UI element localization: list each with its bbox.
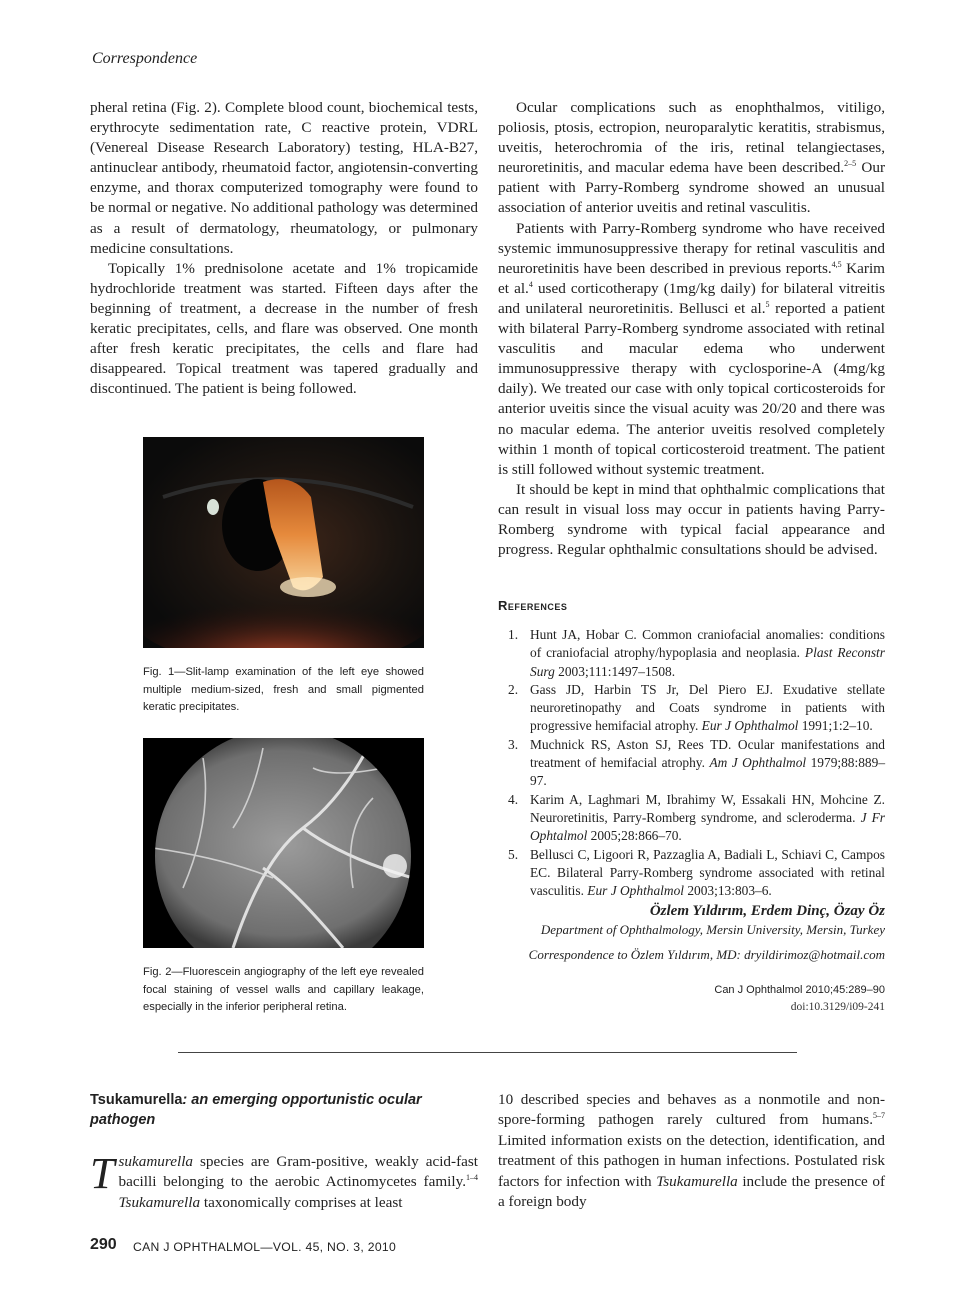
figure-1-caption: Fig. 1—Slit-lamp examination of the left eye showed multiple medium-sized, fresh and small pigmented keratic precipitates. — [143, 666, 424, 713]
figure-2-angiography-image — [143, 738, 424, 948]
correspondence-line: Correspondence to Özlem Yıldırım, MD: dryildirimoz@hotmail.com — [528, 947, 885, 962]
left-paragraph-1: pheral retina (Fig. 2). Complete blood count, biochemical tests, erythrocyte sedimentation rate, C reactive protein, VDRL (Venereal Disease Research Laboratory) testing, HLA-B27, antinuclear antibody, rheumatoid factor, angiotensin-converting enzyme, and thorax computerized tomography were found to be normal or negative. No additional pathology was determined as a result of dermatology, rheumatology, or pulmonary medicine consultations. — [90, 99, 478, 257]
right-column — [498, 98, 885, 560]
reference-list — [508, 626, 885, 900]
author-names: Özlem Yıldırım, Erdem Dinç, Özay Öz — [649, 903, 885, 919]
page-number: 290 — [90, 1236, 117, 1253]
left-paragraph-2: Topically 1% prednisolone acetate and 1% tropicamide hydrochloride treatment was started. Fifteen days after the beginning of treatment, a decrease in the number of fresh keratic precipitates, cells, and flare was observed. One month after fresh keratic precipitates, the cells and flare had disappeared. Topical treatment was tapered gradually and discontinued. The patient is being followed. — [90, 259, 478, 398]
doi: doi:10.3129/i09-241 — [790, 1001, 885, 1013]
journal-footer: CAN J OPHTHALMOL—VOL. 45, NO. 3, 2010 — [133, 1240, 397, 1254]
right-paragraph-3: It should be kept in mind that ophthalmic complications that can result in visual loss may occur in patients having Parry-Romberg syndrome with typical facial appearance and progress. Regular ophthalmic consultations should be advised. — [498, 480, 885, 559]
reference-item: 3. Muchnick RS, Aston SJ, Rees TD. Ocular manifestations and treatment of hemifacial atrophy. Am J Ophthalmol 1979;88:889–97. — [508, 736, 886, 789]
left-column — [90, 98, 478, 399]
author-department: Department of Ophthalmology, Mersin University, Mersin, Turkey — [540, 922, 885, 937]
next-article-right-text: 10 described species and behaves as a nonmotile and non-spore-forming pathogen rarely cultured from humans.$^{5-7}$ Limited information exists on the detection, identification, and treatment of this pathogen in human infections. Postulated risk factors for infection with Tsukamurella include the presence of a foreign body — [498, 1091, 885, 1211]
figure-1-slit-lamp-image — [143, 437, 424, 648]
reference-item: 2. Gass JD, Harbin TS Jr, Del Piero EJ. Exudative stellate neuroretinopathy and Coats syndrome in patients with progressive hemifacial atrophy. Eur J Ophthalmol 1991;1:2–10. — [508, 681, 885, 734]
next-article-left-text: Tsukamurella species are Gram-positive, weakly acid-fast bacilli belonging to the aerobic Actinomycetes family.$^{1-4}$ Tsukamurella taxonomically comprises at least — [90, 1149, 478, 1211]
citation: Can J Ophthalmol 2010;45:289–90 — [714, 984, 885, 996]
reference-item: 5. Bellusci C, Ligoori R, Pazzaglia A, Badiali L, Schiavi C, Campos EC. Bilateral Parry-Romberg syndrome associated with retinal vasculitis. Eur J Ophthalmol 2003;13:803–6. — [508, 846, 885, 899]
divider-rule — [178, 1052, 797, 1053]
reference-item: 4. Karim A, Laghmari M, Ibrahimy W, Essakali HN, Mohcine Z. Neuroretinitis, Parry-Romberg syndrome, and scleroderma. J Fr Ophtalmol 2005;28:866–70. — [508, 791, 885, 844]
reference-item: 1. Hunt JA, Hobar C. Common craniofacial anomalies: conditions of craniofacial atrophy/hypoplasia and neoplasia. Plast Reconstr Surg 2003;111:1497–1508. — [508, 627, 885, 679]
figure-2-caption: Fig. 2—Fluorescein angiography of the left eye revealed focal staining of vessel walls and capillary leakage, especially in the inferior peripheral retina. — [143, 966, 424, 1013]
right-paragraph-1: Ocular complications such as enophthalmos, vitiligo, poliosis, ptosis, ectropion, neuroparalytic keratitis, strabismus, uveitis, heterochromia of the iris, retinal telangiectases, neuroretinitis, and macular edema have been described.$^{2-5}$ Our patient with Parry-Romberg syndrome showed an unusual association of anterior uveitis and retinal vasculitis. — [498, 99, 886, 217]
drop-cap: T — [90, 1149, 115, 1198]
section-label: Correspondence — [92, 50, 198, 67]
references-heading: References — [498, 598, 568, 613]
right-paragraph-2: Patients with Parry-Romberg syndrome who have received systemic immunosuppressive therapy for retinal vasculitis and neuroretinitis have been described in previous reports.$^{4,5}$ Karim et al.$^4$ used corticotherapy (1mg/kg daily) for bilateral vitreitis and unilateral neuroretinitis. Bellusci et al.$^5$ reported a patient with bilateral Parry-Romberg syndrome associated with retinal vasculitis and macular edema who underwent immunosuppressive therapy with cyclosporine-A (4mg/kg daily). We treated our case with only topical corticosteroids for anterior uveitis since the visual acuity was 20/20 and there was no macular edema. The anterior uveitis resolved completely within 1 month of topical corticosteroid treatment. The patient is still followed without systemic treatment. — [498, 219, 886, 478]
next-article-title: Tsukamurella: an emerging opportunistic ocular pathogen — [90, 1092, 422, 1128]
